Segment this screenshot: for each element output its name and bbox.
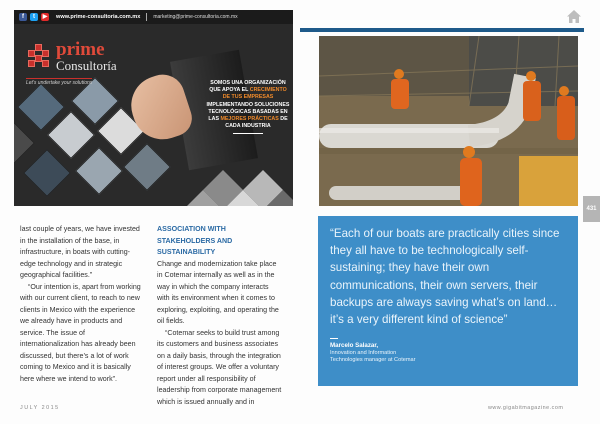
claim-underline — [233, 133, 263, 134]
page-number: 431 — [583, 196, 600, 222]
tile-photo — [75, 147, 123, 195]
article-column-2 — [157, 224, 282, 408]
section-heading: ASSOCIATION WITH STAKEHOLDERS AND SUSTAINABILITY — [157, 225, 233, 256]
facebook-icon: f — [19, 13, 27, 21]
footer-date: JULY 2015 — [20, 405, 60, 411]
article-paragraph: Change and modernization take place in Cotemar internally as well as in the way in which the company interacts with its environment when it comes to exploring, exploiting, and operating the oil fields. — [157, 259, 279, 325]
prime-logo — [26, 40, 117, 72]
quote-divider — [330, 338, 338, 339]
tile-photo — [23, 149, 71, 197]
brand-tagline: Let's undertake your solutions — [26, 80, 93, 86]
youtube-icon: ▶ — [42, 14, 48, 20]
ad-website[interactable]: www.prime-consultoria.com.mx — [56, 14, 141, 20]
quote-text: “Each of our boats are practically cities since they all have to be technologically self-sustaining; they have their own communications, their own servers, their backups are always saving what’s on land… it’s a very different kind of science” — [330, 227, 560, 327]
header-rule — [300, 28, 584, 32]
home-icon[interactable] — [566, 9, 582, 24]
article-paragraph: “Our intention is, apart from working with our current client, to reach to new clients in Mexico with the experience we already have in products and service. The issue of internationalization has already been discussed, but there’s a lot of work coming to Mexico and it is basically here where we intend to work”. — [20, 282, 141, 383]
article-paragraph: “Cotemar seeks to build trust among its customers and business associates on a daily basis, through the integration of interest groups. We offer a voluntary report under all responsibility of leadership from corporate management which is issued annually and in — [157, 328, 282, 406]
ad-email[interactable]: marketing@prime-consultoria.com.mx — [153, 14, 238, 20]
quote-role-line-2: Technologies manager at Cotemar — [330, 357, 416, 364]
claim-text-1: SOMOS UNA ORGANIZACIÓN QUE APOYA EL — [209, 80, 286, 94]
article-column-1 — [20, 224, 142, 385]
twitter-icon: t — [30, 13, 38, 21]
cube-logo-icon — [26, 44, 52, 68]
ad-contact-bar — [14, 10, 293, 24]
photo-illustration — [319, 36, 578, 206]
brand-name: prime — [56, 39, 105, 60]
tile-photo — [14, 119, 35, 167]
quote-author: Marcelo Salazar, — [330, 342, 379, 350]
ad-divider — [146, 13, 147, 21]
pull-quote — [318, 216, 578, 386]
brand-wordmark — [56, 40, 117, 72]
prime-consultoria-ad — [14, 10, 293, 206]
offshore-workers-photo — [319, 36, 578, 206]
quote-role-line-1: Innovation and Information — [330, 350, 397, 357]
footer-website[interactable]: www.gigabitmagazine.com — [488, 405, 564, 411]
ad-claim — [205, 80, 291, 134]
claim-text-2: IMPLEMENTANDO SOLUCIONES TECNOLÓGICAS BASADAS EN LAS — [206, 101, 290, 123]
article-paragraph: last couple of years, we have invested in the installation of the base, in infrastructure, in boats with cutting-edge technology and in strategic geographical facilities.” — [20, 225, 140, 279]
ad-diamond-pattern — [183, 130, 293, 206]
tile-photo — [123, 143, 171, 191]
claim-text-3: DE CADA INDUSTRIA — [225, 116, 288, 130]
claim-highlight-2: MEJORES PRÁCTICAS — [220, 116, 279, 123]
claim-highlight-1: CRECIMIENTO DE TUS EMPRESAS — [222, 87, 287, 101]
brand-subtitle: Consultoría — [56, 58, 117, 73]
